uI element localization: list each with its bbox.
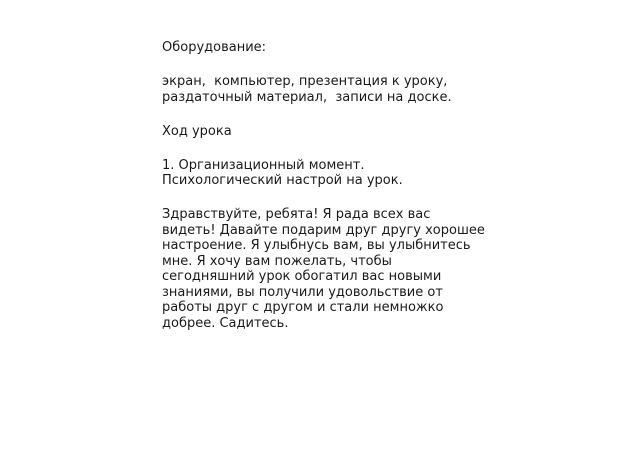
equipment-heading: Оборудование: (162, 40, 267, 55)
document-body (162, 40, 492, 350)
organizational-moment: 1. Организационный момент. Психологический настрой на урок. (162, 157, 403, 188)
equipment-list: экран, компьютер, презентация к уроку, раздаточный материал, записи на доске. (162, 74, 452, 105)
greeting-paragraph: Здравствуйте, ребята! Я рада всех вас видеть! Давайте подарим друг другу хорошее настроение. Я улыбнусь вам, вы улыбнитесь мне. Я хочу вам пожелать, чтобы сегодняшний урок обогатил вас новыми знаниями, вы получили удовольствие от работы друг с другом и стали немножко добрее. Садитесь. (162, 207, 485, 331)
lesson-progress-heading: Ход урока (162, 123, 232, 139)
